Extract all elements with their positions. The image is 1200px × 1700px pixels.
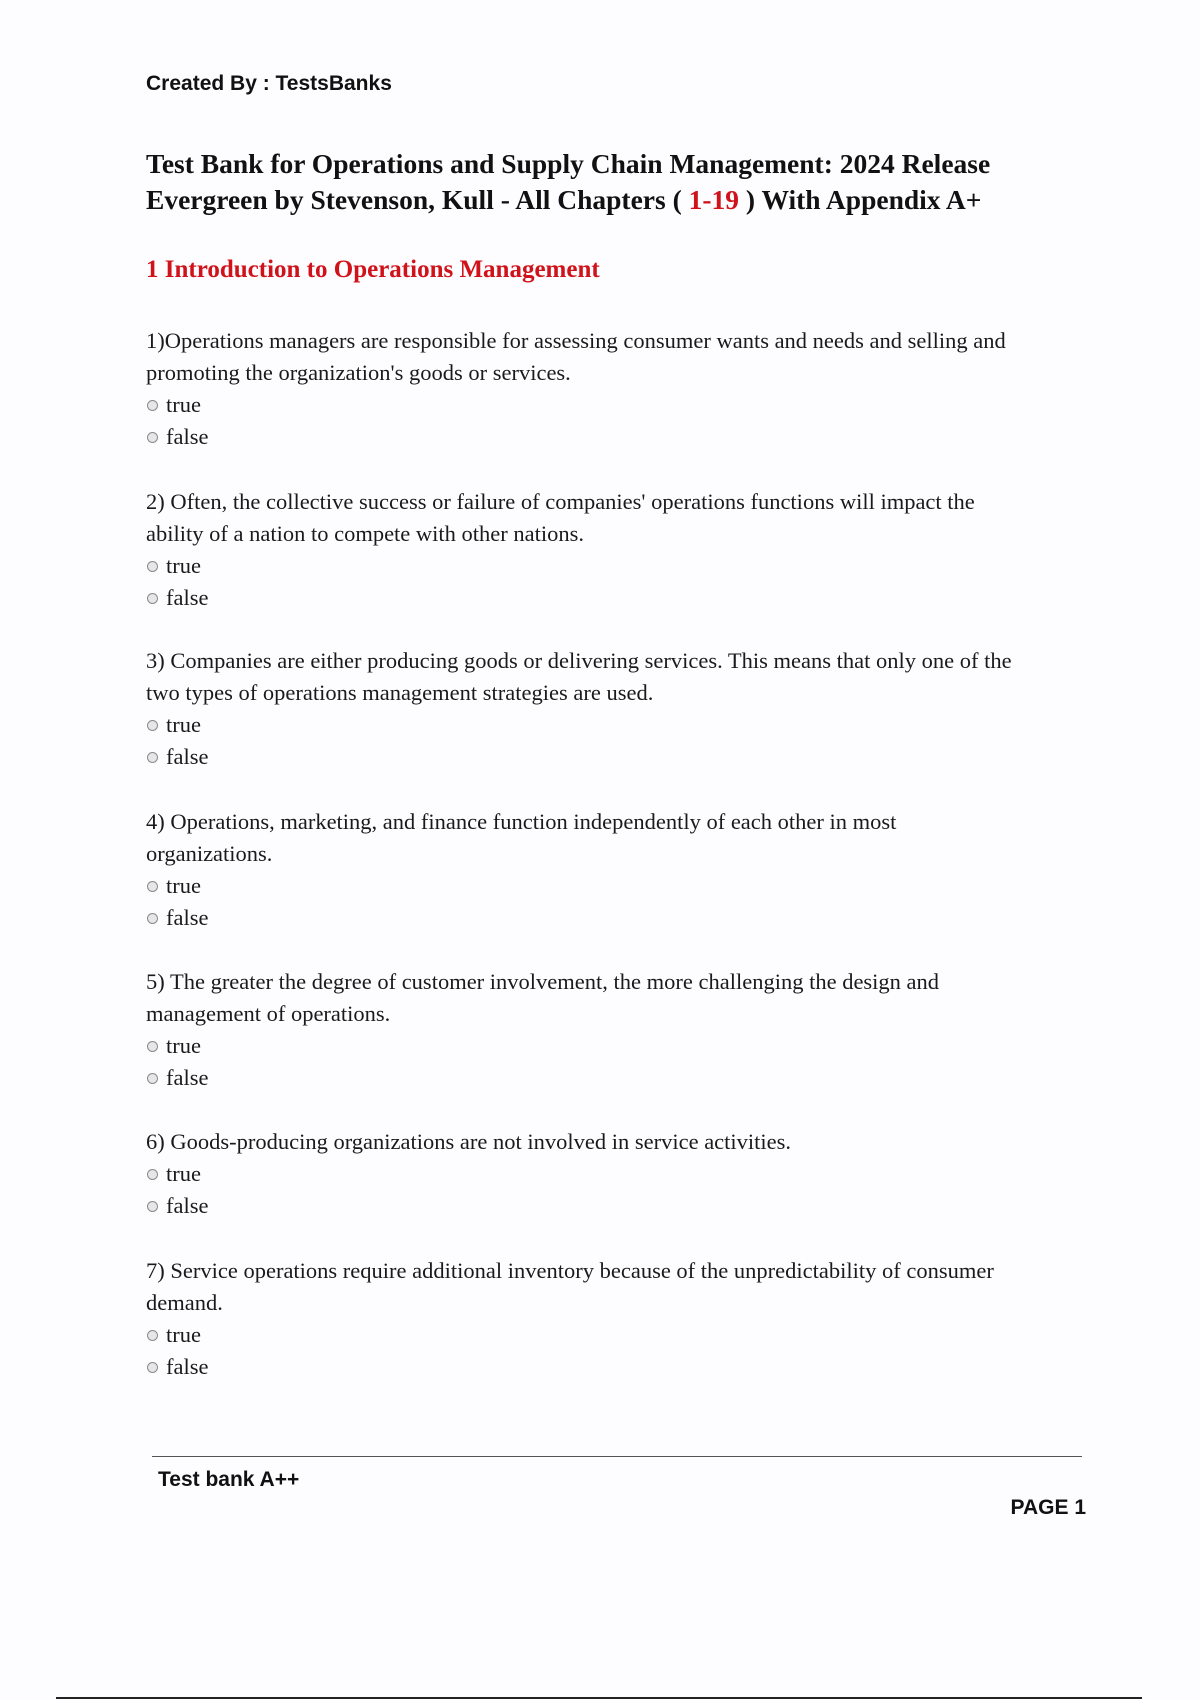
option-true[interactable] — [146, 709, 1086, 741]
question-text — [146, 486, 1086, 550]
page-number: PAGE 1 — [1010, 1496, 1086, 1519]
radio-button-icon[interactable] — [147, 1362, 158, 1373]
question-7 — [146, 1255, 1086, 1383]
created-by-label: Created By : TestsBanks — [146, 72, 392, 95]
option-false[interactable] — [146, 1190, 1086, 1222]
option-label: false — [166, 905, 209, 930]
option-false[interactable] — [146, 582, 1086, 614]
option-label: false — [166, 585, 209, 610]
option-label: true — [166, 873, 201, 898]
option-label: false — [166, 1193, 209, 1218]
title-line-1: Test Bank for Operations and Supply Chain Management: 2024 Release — [146, 148, 991, 179]
option-label: true — [166, 1033, 201, 1058]
option-label: true — [166, 1322, 201, 1347]
option-label: false — [166, 744, 209, 769]
radio-button-icon[interactable] — [147, 400, 158, 411]
title-chapter-range: 1-19 — [688, 184, 740, 215]
question-text-line-1: 2) Often, the collective success or failure of companies' operations functions will impact the — [146, 489, 975, 514]
question-text-line-1: 7) Service operations require additional inventory because of the unpredictability of consumer — [146, 1258, 994, 1283]
option-label: true — [166, 392, 201, 417]
question-4 — [146, 806, 1086, 934]
question-2 — [146, 486, 1086, 614]
question-1 — [146, 325, 1086, 453]
radio-button-icon[interactable] — [147, 1201, 158, 1212]
radio-button-icon[interactable] — [147, 561, 158, 572]
option-true[interactable] — [146, 389, 1086, 421]
radio-button-icon[interactable] — [147, 432, 158, 443]
option-true[interactable] — [146, 1158, 1086, 1190]
footer-label: Test bank A++ — [158, 1468, 300, 1491]
question-text-line-2: demand. — [146, 1290, 223, 1315]
option-label: false — [166, 1354, 209, 1379]
question-text-line-1: 1)Operations managers are responsible for assessing consumer wants and needs and selling and — [146, 328, 1006, 353]
question-text — [146, 806, 1086, 870]
option-true[interactable] — [146, 1319, 1086, 1351]
option-false[interactable] — [146, 1062, 1086, 1094]
radio-button-icon[interactable] — [147, 1073, 158, 1084]
question-6 — [146, 1126, 1086, 1222]
radio-button-icon[interactable] — [147, 593, 158, 604]
question-text — [146, 325, 1086, 389]
option-true[interactable] — [146, 550, 1086, 582]
question-text-line-2: management of operations. — [146, 1001, 391, 1026]
radio-button-icon[interactable] — [147, 881, 158, 892]
question-text-line-1: 4) Operations, marketing, and finance function independently of each other in most — [146, 809, 897, 834]
question-text — [146, 645, 1086, 709]
radio-button-icon[interactable] — [147, 1330, 158, 1341]
document-title — [146, 146, 1106, 218]
question-text-line-2: ability of a nation to compete with other nations. — [146, 521, 585, 546]
title-line-2-end: ) With Appendix A+ — [739, 184, 982, 215]
option-false[interactable] — [146, 741, 1086, 773]
radio-button-icon[interactable] — [147, 1169, 158, 1180]
option-label: true — [166, 712, 201, 737]
question-text-line-2: two types of operations management strategies are used. — [146, 680, 654, 705]
page-bottom-divider — [56, 1697, 1142, 1699]
question-3 — [146, 645, 1086, 773]
option-false[interactable] — [146, 902, 1086, 934]
option-label: true — [166, 1161, 201, 1186]
radio-button-icon[interactable] — [147, 1041, 158, 1052]
question-text-line-2: promoting the organization's goods or services. — [146, 360, 571, 385]
option-true[interactable] — [146, 1030, 1086, 1062]
radio-button-icon[interactable] — [147, 720, 158, 731]
option-true[interactable] — [146, 870, 1086, 902]
question-text-line-1: 5) The greater the degree of customer involvement, the more challenging the design and — [146, 969, 940, 994]
question-text-line-1: 6) Goods-producing organizations are not involved in service activities. — [146, 1129, 792, 1154]
question-text — [146, 1126, 1086, 1158]
option-label: false — [166, 1065, 209, 1090]
question-5 — [146, 966, 1086, 1094]
section-heading: 1 Introduction to Operations Management — [146, 256, 600, 283]
option-false[interactable] — [146, 1351, 1086, 1383]
question-text-line-1: 3) Companies are either producing goods or delivering services. This means that only one of the — [146, 648, 1012, 673]
title-line-2-start: Evergreen by Stevenson, Kull - All Chapters ( — [146, 184, 689, 215]
question-text — [146, 966, 1086, 1030]
radio-button-icon[interactable] — [147, 752, 158, 763]
question-text-line-2: organizations. — [146, 841, 273, 866]
radio-button-icon[interactable] — [147, 913, 158, 924]
option-label: true — [166, 553, 201, 578]
option-false[interactable] — [146, 421, 1086, 453]
option-label: false — [166, 424, 209, 449]
question-text — [146, 1255, 1086, 1319]
footer-divider — [152, 1456, 1082, 1457]
